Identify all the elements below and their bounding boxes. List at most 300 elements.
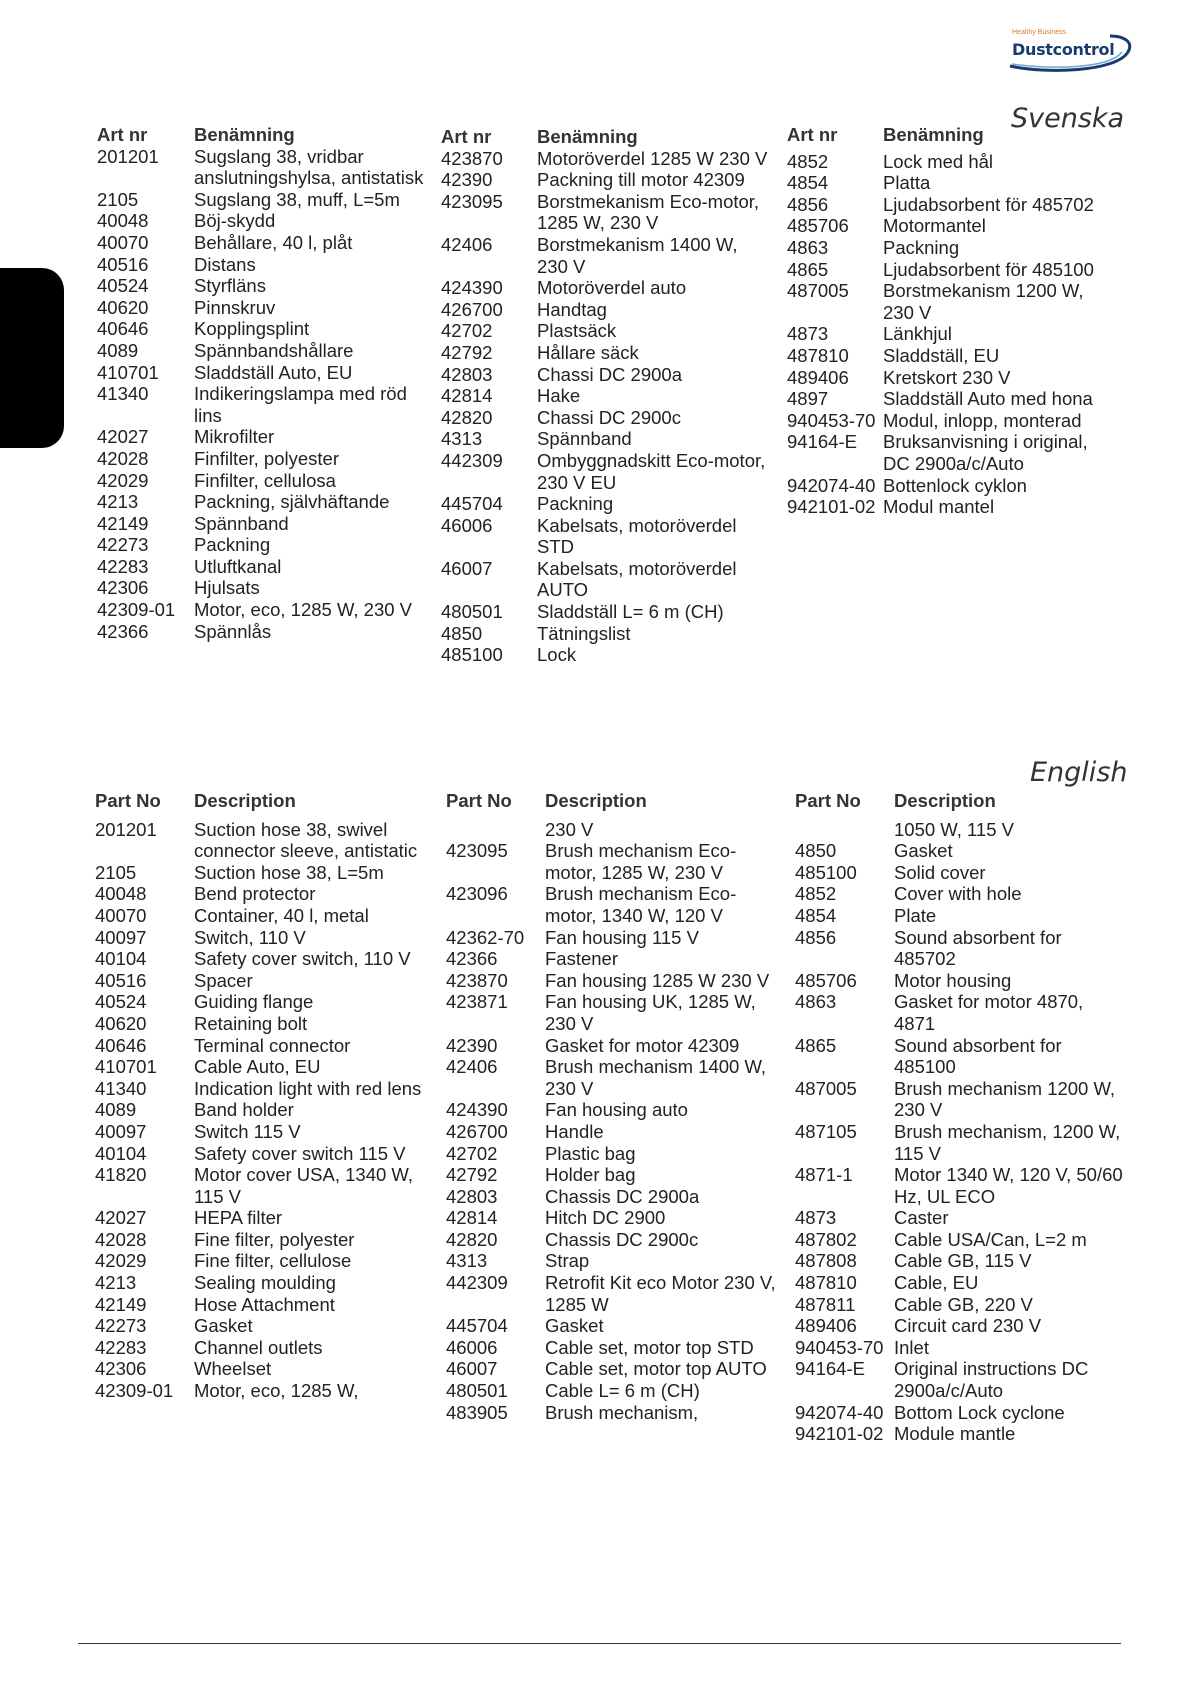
part-description: Fan housing UK, 1285 W, 230 V (545, 991, 756, 1034)
part-number: 442309 (441, 449, 503, 471)
part-number: 42028 (97, 447, 149, 469)
part-row (97, 470, 427, 492)
part-number: 423871 (446, 991, 508, 1013)
part-number: 42814 (441, 385, 493, 407)
column-header (95, 790, 435, 812)
part-description: Switch 115 V (194, 1120, 301, 1142)
part-row (95, 927, 435, 949)
part-number: 487802 (795, 1228, 857, 1250)
part-row (95, 1250, 435, 1272)
part-number: 487808 (795, 1250, 857, 1272)
part-description: Bruksanvisning i original, DC 2900a/c/Auto (883, 431, 1088, 474)
part-row (446, 1035, 786, 1057)
part-number: 423096 (446, 883, 508, 905)
part-number: 40516 (97, 253, 149, 275)
part-row (787, 475, 1112, 497)
part-row (446, 1121, 786, 1143)
part-number: 423095 (441, 190, 503, 212)
part-description: Bend protector (194, 883, 316, 905)
part-row (446, 1186, 786, 1208)
part-description: Cover with hole (894, 883, 1022, 905)
part-description: Motoröverdel 1285 W 230 V (537, 147, 768, 169)
parts-column (446, 790, 786, 1423)
part-description: Plastsäck (537, 320, 617, 342)
part-row (795, 1164, 1125, 1207)
part-row (97, 599, 427, 621)
part-description: Caster (894, 1207, 949, 1229)
part-row (441, 407, 771, 429)
part-number: 42814 (446, 1207, 498, 1229)
part-description: Suction hose 38, swivel connector sleeve, antistatic (194, 818, 418, 862)
part-description: Original instructions DC 2900a/c/Auto (894, 1358, 1089, 1402)
part-number: 42803 (441, 363, 493, 385)
part-number: 42390 (446, 1034, 498, 1056)
part-row (446, 840, 786, 883)
part-description: Suction hose 38, L=5m (194, 861, 384, 883)
part-description: Brush mechanism 1200 W, 230 V (894, 1077, 1116, 1121)
part-number: 42273 (95, 1315, 147, 1337)
part-number: 480501 (441, 601, 503, 623)
part-number: 4865 (795, 1034, 837, 1056)
part-row (97, 491, 427, 513)
part-number: 942074-40 (787, 474, 876, 496)
part-description: Spännband (537, 428, 632, 450)
part-description: Brush mechanism Eco-motor, 1340 W, 120 V (545, 883, 737, 926)
part-number: 46006 (446, 1336, 498, 1358)
part-number: 942101-02 (795, 1423, 884, 1445)
part-row (97, 210, 427, 232)
part-row (441, 450, 771, 493)
part-description: Handle (545, 1120, 604, 1142)
header-description: Benämning (883, 124, 984, 145)
part-number: 423870 (446, 969, 508, 991)
part-row (97, 621, 427, 643)
column-header (795, 790, 1125, 812)
part-description: Ljudabsorbent för 485100 (883, 258, 1094, 280)
part-description: Hose Attachment (194, 1293, 335, 1315)
part-description: Chassis DC 2900c (545, 1228, 699, 1250)
part-number: 46007 (441, 557, 493, 579)
part-number: 42309-01 (97, 599, 176, 621)
part-description: Fan housing auto (545, 1099, 688, 1121)
part-description: Sound absorbent for 485702 (894, 926, 1062, 970)
column-header (787, 124, 1112, 146)
part-row (95, 1056, 435, 1078)
part-row (787, 237, 1112, 259)
part-description: Packning, självhäftande (194, 491, 390, 513)
part-row (787, 345, 1112, 367)
part-description: Spännbandshållare (194, 339, 354, 361)
part-description: Cable GB, 220 V (894, 1293, 1033, 1315)
part-description: Handtag (537, 298, 607, 320)
part-description: Sugslang 38, muff, L=5m (194, 188, 400, 210)
part-row (795, 1229, 1125, 1251)
part-description: Packning till motor 42309 (537, 169, 745, 191)
part-row (795, 1250, 1125, 1272)
part-row (441, 169, 771, 191)
logo-tagline: Healthy Business (1012, 29, 1067, 36)
part-number: 42803 (446, 1185, 498, 1207)
part-number: 424390 (441, 277, 503, 299)
part-description: Hjulsats (194, 577, 260, 599)
logo-name: Dustcontrol (1012, 40, 1115, 59)
part-description: Böj-skydd (194, 210, 276, 232)
part-description: Packning (883, 236, 960, 258)
part-number (446, 819, 545, 841)
part-description: Fine filter, polyester (194, 1228, 355, 1250)
part-row (441, 342, 771, 364)
part-row (446, 927, 786, 949)
part-description: Retrofit Kit eco Motor 230 V, 1285 W (545, 1272, 776, 1315)
language-label-svenska: Svenska (1011, 103, 1125, 134)
part-number: 485706 (795, 969, 857, 991)
part-row (97, 556, 427, 578)
part-number: 4854 (795, 904, 837, 926)
part-row (441, 320, 771, 342)
part-description: Brush mechanism, 1200 W, 115 V (894, 1120, 1121, 1164)
part-number: 42792 (441, 341, 493, 363)
part-number: 940453-70 (787, 409, 876, 431)
part-row (95, 1143, 435, 1165)
parts-column (795, 790, 1125, 1445)
part-number: 487810 (795, 1272, 857, 1294)
part-description: Solid cover (894, 861, 986, 883)
part-row (95, 1380, 435, 1402)
language-label-english: English (1030, 757, 1128, 788)
part-description: Channel outlets (194, 1336, 323, 1358)
part-description: Cable Auto, EU (194, 1056, 321, 1078)
part-row (795, 1315, 1125, 1337)
part-number: 42149 (97, 512, 149, 534)
part-number: 4213 (97, 491, 139, 513)
part-description: Motor cover USA, 1340 W, 115 V (194, 1164, 414, 1207)
part-number: 42366 (97, 620, 149, 642)
part-number: 423870 (441, 147, 503, 169)
part-row (795, 1337, 1125, 1359)
part-description: Guiding flange (194, 991, 314, 1013)
part-row (446, 1358, 786, 1380)
part-number: 42283 (95, 1336, 147, 1358)
part-description: Chassi DC 2900a (537, 363, 682, 385)
part-number: 4313 (441, 428, 483, 450)
part-number: 4856 (795, 926, 837, 948)
part-description: Chassis DC 2900a (545, 1185, 700, 1207)
part-description: Spännband (194, 512, 289, 534)
part-row (795, 883, 1125, 905)
part-number: 485706 (787, 215, 849, 237)
part-row (97, 275, 427, 297)
part-number: 40104 (95, 948, 147, 970)
part-description: Finfilter, polyester (194, 447, 339, 469)
part-row (97, 189, 427, 211)
part-row (97, 426, 427, 448)
part-row (446, 1207, 786, 1229)
part-number: 424390 (446, 1099, 508, 1121)
part-row (95, 970, 435, 992)
header-description: Benämning (537, 126, 638, 147)
part-description: Borstmekanism 1200 W, 230 V (883, 280, 1084, 323)
part-description: Cable L= 6 m (CH) (545, 1380, 700, 1402)
part-number: 94164-E (795, 1358, 865, 1380)
part-number: 42028 (95, 1228, 147, 1250)
part-number: 4852 (787, 150, 829, 172)
part-row (95, 1358, 435, 1380)
part-number: 42283 (97, 555, 149, 577)
part-number: 40646 (95, 1034, 147, 1056)
part-number: 42390 (441, 169, 493, 191)
part-description: Gasket for motor 4870, 4871 (894, 991, 1084, 1034)
part-number: 410701 (97, 361, 159, 383)
part-row (441, 623, 771, 645)
part-number: 480501 (446, 1380, 508, 1402)
part-row (787, 172, 1112, 194)
part-row (446, 1056, 786, 1099)
part-description: Cable GB, 115 V (894, 1250, 1032, 1272)
part-description: Spacer (194, 969, 253, 991)
part-row (95, 883, 435, 905)
part-description: Terminal connector (194, 1034, 351, 1056)
part-description: Container, 40 l, metal (194, 904, 369, 926)
part-description: Utluftkanal (194, 555, 282, 577)
header-part-number: Art nr (787, 124, 838, 145)
part-row (95, 819, 435, 862)
part-number: 40620 (97, 296, 149, 318)
part-description: Gasket (545, 1315, 604, 1337)
part-number: 4856 (787, 193, 829, 215)
part-row (441, 364, 771, 386)
part-description: Gasket (894, 840, 953, 862)
part-row (95, 1315, 435, 1337)
part-row (97, 577, 427, 599)
part-description: Packning (537, 493, 614, 515)
part-row (95, 1164, 435, 1207)
part-number: 4213 (95, 1272, 137, 1294)
part-row (795, 819, 1125, 841)
part-row (95, 1337, 435, 1359)
dustcontrol-logo (1006, 28, 1136, 72)
part-row (446, 1099, 786, 1121)
part-description: Circuit card 230 V (894, 1315, 1042, 1337)
part-row (97, 448, 427, 470)
part-number: 40048 (97, 210, 149, 232)
part-number: 42362-70 (446, 926, 525, 948)
part-number: 489406 (795, 1315, 857, 1337)
part-description: Cable, EU (894, 1272, 979, 1294)
part-row (97, 232, 427, 254)
part-description: Motor, eco, 1285 W, 230 V (194, 599, 413, 621)
part-number: 4873 (787, 323, 829, 345)
part-row (95, 1013, 435, 1035)
part-description: Safety cover switch 115 V (194, 1142, 406, 1164)
part-row (795, 1423, 1125, 1445)
part-description: Fastener (545, 948, 619, 970)
header-part-number: Part No (795, 790, 861, 811)
part-number: 426700 (441, 298, 503, 320)
part-row (795, 1272, 1125, 1294)
part-number: 445704 (441, 493, 503, 515)
part-description: Packning (194, 534, 271, 556)
part-number: 42306 (95, 1358, 147, 1380)
part-row (446, 970, 786, 992)
part-number: 487810 (787, 344, 849, 366)
part-row (787, 280, 1112, 323)
part-row (795, 1358, 1125, 1401)
part-row (795, 1121, 1125, 1164)
header-part-number: Art nr (97, 124, 148, 145)
part-description: Bottenlock cyklon (883, 474, 1027, 496)
part-row (95, 1229, 435, 1251)
part-number: 40516 (95, 969, 147, 991)
part-row (795, 1035, 1125, 1078)
part-description: Borstmekanism Eco-motor, 1285 W, 230 V (537, 190, 760, 234)
part-number: 40524 (95, 991, 147, 1013)
part-row (95, 905, 435, 927)
part-number: 4863 (787, 236, 829, 258)
part-row (441, 428, 771, 450)
part-row (97, 297, 427, 319)
part-row (97, 340, 427, 362)
part-row (441, 148, 771, 170)
part-description: Fan housing 115 V (545, 926, 699, 948)
part-number: 489406 (787, 366, 849, 388)
part-row (95, 1294, 435, 1316)
part-number: 42306 (97, 577, 149, 599)
part-row (441, 601, 771, 623)
part-row (441, 385, 771, 407)
part-number: 4873 (795, 1207, 837, 1229)
part-number: 42027 (95, 1207, 147, 1229)
language-tab-marker (0, 268, 64, 448)
part-description: Fan housing 1285 W 230 V (545, 969, 770, 991)
part-description: Styrfläns (194, 275, 266, 297)
part-description: Retaining bolt (194, 1012, 308, 1034)
part-row (787, 215, 1112, 237)
part-row (787, 259, 1112, 281)
part-description: Module mantle (894, 1423, 1016, 1445)
part-description: Spännlås (194, 620, 272, 642)
part-row (787, 367, 1112, 389)
part-description: Wheelset (194, 1358, 272, 1380)
part-description: Distans (194, 253, 256, 275)
part-number: 940453-70 (795, 1336, 884, 1358)
column-header (446, 790, 786, 812)
part-description: Platta (883, 172, 931, 194)
part-number: 42820 (441, 406, 493, 428)
header-description: Benämning (194, 124, 295, 145)
part-description: Kretskort 230 V (883, 366, 1011, 388)
part-number: 942101-02 (787, 496, 876, 518)
header-part-number: Part No (446, 790, 512, 811)
part-description: Motor 1340 W, 120 V, 50/60 Hz, UL ECO (894, 1164, 1123, 1207)
part-number: 40104 (95, 1142, 147, 1164)
part-number: 42406 (446, 1056, 498, 1078)
part-description: Safety cover switch, 110 V (194, 948, 411, 970)
part-number: 42273 (97, 534, 149, 556)
part-row (95, 862, 435, 884)
part-row (95, 1207, 435, 1229)
part-number: 485100 (441, 644, 503, 666)
part-description: Modul, inlopp, monterad (883, 409, 1082, 431)
part-number: 46007 (446, 1358, 498, 1380)
part-description: Sugslang 38, vridbar anslutningshylsa, antistatisk (194, 145, 424, 189)
part-number: 4852 (795, 883, 837, 905)
part-number: 42149 (95, 1293, 147, 1315)
part-row (446, 1143, 786, 1165)
part-number: 46006 (441, 514, 493, 536)
part-description: Gasket (194, 1315, 253, 1337)
part-number: 42029 (95, 1250, 147, 1272)
part-row (441, 277, 771, 299)
part-description: Mikrofilter (194, 426, 275, 448)
part-number: 42702 (441, 320, 493, 342)
header-description: Description (545, 790, 647, 811)
part-row (446, 991, 786, 1034)
part-number: 42027 (97, 426, 149, 448)
part-row (795, 927, 1125, 970)
part-number: 4850 (441, 622, 483, 644)
part-row (787, 410, 1112, 432)
part-description: Motor, eco, 1285 W, (194, 1380, 359, 1402)
part-description: Modul mantel (883, 496, 995, 518)
part-number: 41340 (95, 1077, 147, 1099)
part-row (787, 194, 1112, 216)
part-row (446, 1164, 786, 1186)
part-row (787, 431, 1112, 474)
part-row (441, 558, 771, 601)
part-row (95, 1121, 435, 1143)
part-description: Kabelsats, motoröverdel STD (537, 514, 737, 558)
part-description: Brush mechanism Eco-motor, 1285 W, 230 V (545, 840, 737, 883)
part-description: Brush mechanism 1400 W, 230 V (545, 1056, 767, 1099)
part-row (446, 1250, 786, 1272)
part-number: 42366 (446, 948, 498, 970)
part-number: 4863 (795, 991, 837, 1013)
part-number: 410701 (95, 1056, 157, 1078)
part-description: Tätningslist (537, 622, 631, 644)
part-row (446, 819, 786, 841)
part-row (446, 1402, 786, 1424)
part-row (795, 970, 1125, 992)
part-description: Lock (537, 644, 577, 666)
part-number: 42792 (446, 1164, 498, 1186)
part-description: Cable USA/Can, L=2 m (894, 1228, 1087, 1250)
part-description: Gasket for motor 42309 (545, 1034, 740, 1056)
part-row (795, 862, 1125, 884)
part-description: Fine filter, cellulose (194, 1250, 352, 1272)
part-description: Cable set, motor top STD (545, 1336, 754, 1358)
part-description: Sladdställ Auto med hona (883, 388, 1093, 410)
part-number: 42406 (441, 233, 493, 255)
part-description: Sound absorbent for 485100 (894, 1034, 1062, 1078)
part-description: Sladdställ, EU (883, 344, 1000, 366)
part-description: Holder bag (545, 1164, 636, 1186)
part-row (446, 1229, 786, 1251)
part-number: 41820 (95, 1164, 147, 1186)
part-row (446, 1272, 786, 1315)
part-row (795, 991, 1125, 1034)
part-number: 4313 (446, 1250, 488, 1272)
part-description: Inlet (894, 1336, 929, 1358)
part-description: Pinnskruv (194, 296, 276, 318)
part-number: 40070 (97, 231, 149, 253)
part-number: 487811 (795, 1293, 856, 1315)
part-description: Chassi DC 2900c (537, 406, 681, 428)
part-number: 487105 (795, 1120, 857, 1142)
header-part-number: Part No (95, 790, 161, 811)
part-description: Brush mechanism, (545, 1401, 699, 1423)
part-row (787, 388, 1112, 410)
column-header (97, 124, 427, 146)
